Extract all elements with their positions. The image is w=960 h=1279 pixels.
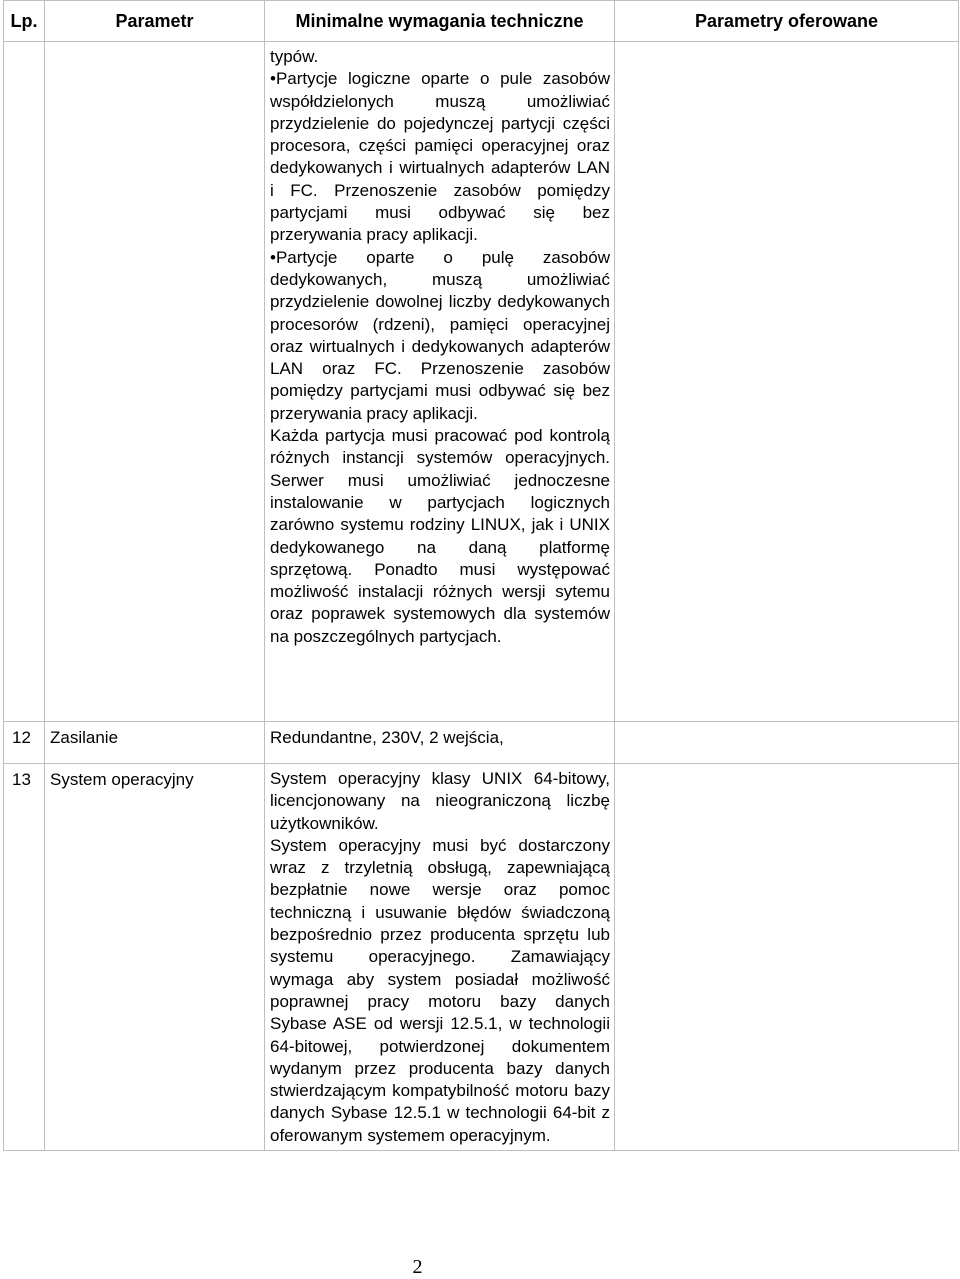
row-offered-cell[interactable] [615,722,959,764]
table-row [4,42,959,722]
row-parametr: Zasilanie [45,722,265,764]
table-row [4,722,959,764]
row-requirements [265,42,615,722]
row-offered-cell[interactable] [615,42,959,722]
requirement-paragraph: Każda partycja musi pracować pod kontrolą różnych instancji systemów operacyjnych. Serwer musi umożliwiać jednoczesne instalowanie w partycjach logicznych zarówno systemu rodziny LINUX, jak i UNIX dedykowanego na daną platformę sprzętową. Ponadto musi występować możliwość instalacji różnych wersji sytemu oraz poprawek systemowych dla systemów na poszczególnych partycjach. [270,426,610,646]
row-parametr [45,42,265,722]
requirement-paragraph: System operacyjny musi być dostarczony wraz z trzyletnią obsługą, zapewniającą bezpłatnie nowe wersje oraz pomoc techniczną i usuwanie błędów świadczoną bezpośrednio przez producenta sprzętu lub systemu operacyjnego. Zamawiający wymaga aby system posiadał możliwość poprawnej pracy motoru bazy danych Sybase ASE od wersji 12.5.1, w technologii 64-bitowej, potwierdzonej dokumentem wydanym przez producenta bazy danych stwierdzającym kompatybilność motoru bazy danych Sybase 12.5.1 w technologii 64-bit z oferowanym systemem operacyjnym. [270,835,610,1145]
requirement-paragraph: System operacyjny klasy UNIX 64-bitowy, licencjonowany na nieograniczoną liczbę użytkowników. [270,769,610,833]
header-minimalne-wymagania: Minimalne wymagania techniczne [265,1,615,42]
row-offered-cell[interactable] [615,764,959,1151]
header-parametry-oferowane: Parametry oferowane [615,1,959,42]
header-parametr: Parametr [45,1,265,42]
row-parametr: System operacyjny [45,764,265,1151]
requirement-paragraph: •Partycje oparte o pulę zasobów dedykowanych, muszą umożliwiać przydzielenie dowolnej liczby dedykowanych procesorów (rdzeni), pamięci operacyjnej oraz wirtualnych i dedykowanych adapterów LAN oraz FC. Przenoszenie zasobów pomiędzy partycjami musi odbywać się bez przerywania pracy aplikacji. [270,247,610,423]
page-number: 2 [412,1256,423,1278]
header-lp: Lp. [4,1,45,42]
row-lp: 13 [4,764,45,1151]
table-row [4,764,959,1151]
row-requirements: Redundantne, 230V, 2 wejścia, [265,722,615,764]
requirement-paragraph: typów. [270,47,319,66]
row-lp [4,42,45,722]
requirement-paragraph: •Partycje logiczne oparte o pule zasobów współdzielonych muszą umożliwiać przydzielenie do pojedynczej partycji części procesora, części pamięci operacyjnej oraz dedykowanych i wirtualnych adapterów LAN i FC. Przenoszenie zasobów pomiędzy partycjami musi odbywać się bez przerywania pracy aplikacji. [270,69,610,245]
row-requirements [265,764,615,1151]
row-lp: 12 [4,722,45,764]
specification-table [3,0,959,1151]
table-header-row [4,1,959,42]
